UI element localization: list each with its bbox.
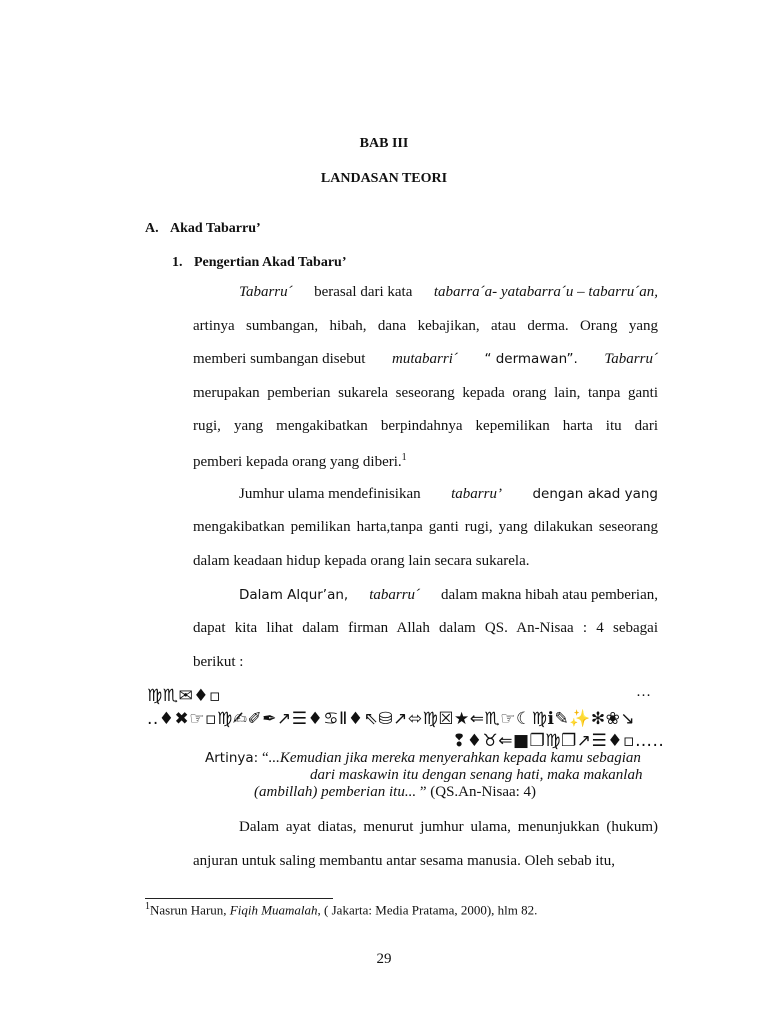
section-title: Akad Tabarru’	[170, 221, 261, 236]
text: dalam makna hibah atau pemberian,	[441, 587, 658, 603]
verse-line-3: ❢♦♉⇐■❐♍❐↗☰♦▫…..	[452, 731, 665, 751]
section-marker: A.	[145, 221, 159, 236]
paragraph-4-line-1: Dalam ayat diatas, menurut jumhur ulama, menunjukkan (hukum)	[239, 819, 658, 835]
verse-line-2: ..♦✖☞▫♍✍✐✒↗☰♦♋Ⅱ♦⇖⛁↗⬄♍☒★⇐♏☞☾♍ℹ✎✨✻❀↘	[147, 709, 636, 729]
chapter-label: BAB III	[359, 136, 409, 151]
translation-line-1	[205, 750, 641, 767]
paragraph-1-line-3	[193, 351, 658, 368]
chapter-title: LANDASAN TEORI	[320, 171, 448, 186]
footnote-book: Fiqih Muamalah	[229, 902, 318, 918]
term-tabarru: tabarru´	[369, 587, 421, 603]
paragraph-3-line-2: dapat kita lihat dalam firman Allah dalam QS. An-Nisaa : 4 sebagai	[193, 620, 658, 636]
paragraph-2-line-3: dalam keadaan hidup kepada orang lain secara sukarela.	[193, 553, 530, 569]
translation-text: dari maskawin itu dengan senang hati, maka makanlah	[310, 767, 643, 783]
text: Jumhur ulama mendefinisikan	[239, 486, 421, 502]
paragraph-1-line-4: merupakan pemberian sukarela seseorang kepada orang lain, tanpa ganti	[193, 385, 658, 401]
paragraph-4-line-2: anjuran untuk saling membantu antar sesama manusia. Oleh sebab itu,	[193, 853, 615, 869]
paragraph-3-line-3: berikut :	[193, 654, 244, 670]
translation-line-2	[310, 767, 642, 784]
paragraph-1-line-6	[193, 452, 407, 471]
translation-text: ...Kemudian jika mereka menyerahkan kepada kamu sebagian	[268, 750, 641, 766]
term-tabarru: Tabarru´	[604, 351, 658, 367]
citation: ” (QS.An-Nisaa: 4)	[419, 784, 537, 800]
paragraph-1-line-2: artinya sumbangan, hibah, dana kebajikan, atau derma. Orang yang	[193, 318, 658, 334]
footnote-rule	[145, 898, 333, 899]
translation-line-3	[254, 784, 536, 801]
paragraph-2-line-1	[239, 486, 658, 503]
page-number: 29	[376, 951, 392, 967]
term-tabarru: Tabarru´	[239, 284, 293, 300]
footnote-ref[interactable]: 1	[401, 452, 407, 463]
footnote-number: 1	[145, 901, 150, 912]
translation-text: (ambillah) pemberian itu...	[254, 784, 417, 800]
translation-label: Artinya:	[205, 750, 259, 766]
text-dermawan: “ dermawan”.	[484, 351, 578, 367]
paragraph-2-line-2: mengakibatkan pemilikan harta,tanpa ganti rugi, yang dilakukan seseorang	[193, 519, 658, 535]
subsection-marker: 1.	[172, 255, 183, 270]
paragraph-1-line-1	[239, 284, 658, 301]
term-tabarraa: tabarra´a- yatabarra´u – tabarru´an,	[433, 284, 658, 300]
open-quote: “	[261, 750, 269, 766]
text: pemberi kepada orang yang diberi.	[193, 454, 402, 470]
footnote	[145, 901, 537, 918]
subsection-title: Pengertian Akad Tabaru’	[194, 255, 347, 270]
text: Dalam Alqur’an,	[239, 587, 349, 603]
text: berasal dari kata	[314, 284, 413, 300]
term-tabarru: tabarru’	[451, 486, 502, 502]
verse-line-1: ♍♏✉♦▫	[147, 686, 221, 706]
verse-ellipsis: …	[636, 684, 651, 700]
paragraph-1-line-5: rugi, yang mengakibatkan berpindahnya kepemilikan harta itu dari	[193, 418, 658, 434]
term-mutabarri: mutabarri´	[392, 351, 458, 367]
paragraph-3-line-1	[239, 587, 658, 604]
footnote-author: Nasrun Harun,	[150, 902, 227, 918]
text: dengan akad yang	[532, 486, 658, 502]
footnote-publisher: , ( Jakarta: Media Pratama, 2000), hlm 82.	[317, 902, 538, 918]
text: memberi sumbangan disebut	[193, 351, 366, 367]
